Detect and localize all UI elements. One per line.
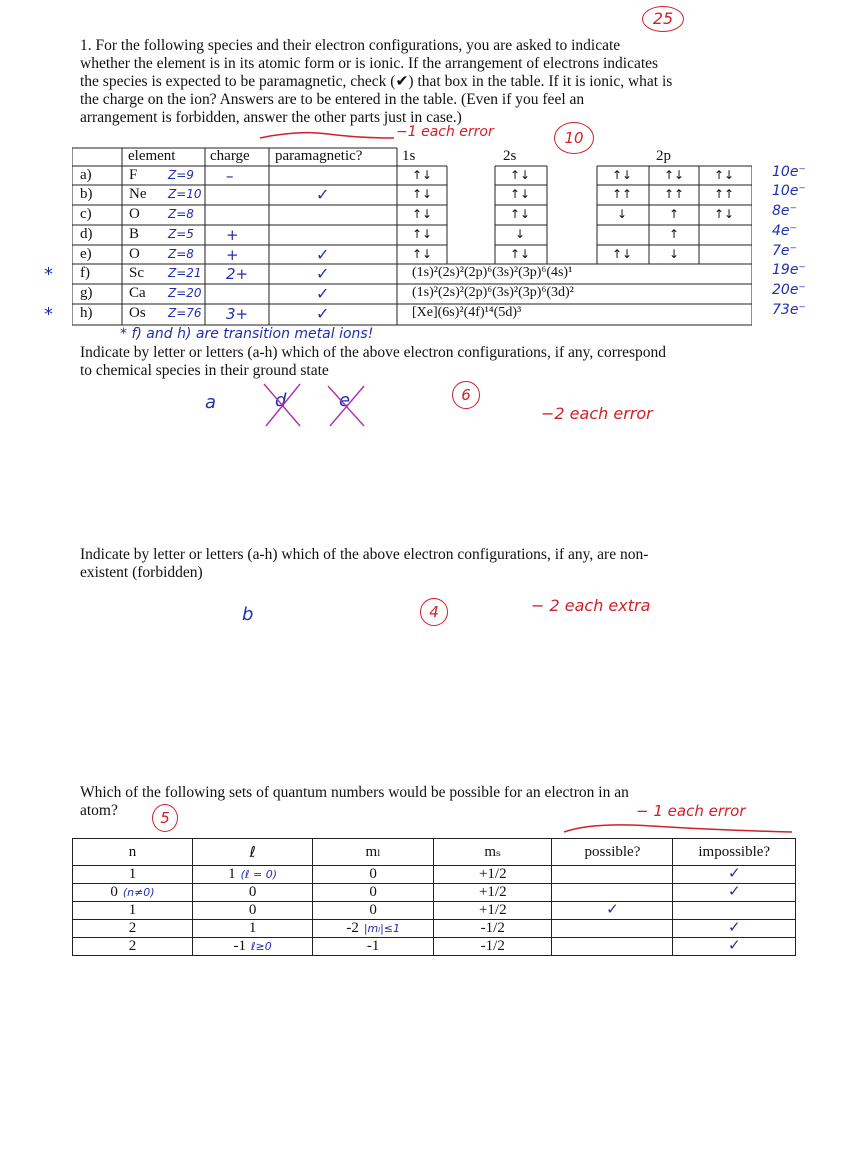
q-ml-value: 0 xyxy=(369,866,377,882)
row-2p-box-1: ↓ xyxy=(616,207,628,221)
q1-line-1: 1. For the following species and their electron configurations, you are asked to indicate xyxy=(80,37,621,54)
row-label: d) xyxy=(80,226,93,242)
row-2p-box-2: ↑ xyxy=(668,207,680,221)
cross-out-e-mark xyxy=(326,384,366,428)
row-1s-box: ↑↓ xyxy=(411,247,433,261)
q-l xyxy=(192,866,312,884)
q-possible xyxy=(552,866,673,884)
row-2p-box-1: ↑↑ xyxy=(611,187,633,201)
q-l xyxy=(192,902,312,920)
row-2p-box-3: ↑↓ xyxy=(713,207,735,221)
qh-impossible: impossible? xyxy=(673,839,796,866)
row-element: Ca xyxy=(129,285,146,301)
row-element: Sc xyxy=(129,265,144,281)
transition-metal-footnote: * f) and h) are transition metal ions! xyxy=(120,326,374,342)
row-2s-box: ↑↓ xyxy=(509,207,531,221)
q-impossible xyxy=(673,884,796,902)
forbidden-score-circle: 4 xyxy=(420,598,448,626)
row-element: Os xyxy=(129,305,146,321)
forbidden-prompt xyxy=(80,546,800,582)
row-2p-box-2: ↓ xyxy=(668,247,680,261)
row-atomic-number: Z=5 xyxy=(168,227,194,241)
q-impossible-value: ✓ xyxy=(727,938,741,954)
q1-line-3: the species is expected to be paramagnetic, check (✔) that box in the table. If it is ionic, what is xyxy=(80,73,673,90)
q-ml xyxy=(313,866,434,884)
q-l xyxy=(192,938,312,956)
q-ms-value: +1/2 xyxy=(478,884,507,900)
q-ml-value: -2 xyxy=(346,920,359,936)
row-2p-box-3: ↑↑ xyxy=(713,187,735,201)
q-n xyxy=(73,920,193,938)
row-2s-box: ↑↓ xyxy=(509,247,531,261)
quantum-line-2: atom? xyxy=(80,802,118,819)
header-charge: charge xyxy=(210,148,250,164)
quantum-score-circle: 5 xyxy=(152,804,178,832)
q-ms xyxy=(434,938,552,956)
q-n-value: 2 xyxy=(128,920,137,936)
q-possible-value: ✓ xyxy=(606,902,619,918)
q1-line-4: the charge on the ion? Answers are to be entered in the table. (Even if you feel an xyxy=(80,91,585,108)
row-2p-box-3: ↑↓ xyxy=(713,168,735,182)
row-charge: + xyxy=(226,246,239,264)
ground-answer-e: e xyxy=(339,390,351,411)
q1-score-circle: 10 xyxy=(554,122,594,154)
q-l-value: 1 xyxy=(228,866,236,882)
row-electron-count: 19e⁻ xyxy=(772,262,806,278)
row-label: f) xyxy=(80,265,90,281)
row-2p-box-2: ↑ xyxy=(668,227,680,241)
row-1s-box: ↑↓ xyxy=(411,187,433,201)
quantum-row xyxy=(73,938,796,956)
row-electron-count: 8e⁻ xyxy=(772,203,797,219)
row-star-marker: * xyxy=(44,264,53,285)
row-paramagnetic-check: ✓ xyxy=(316,264,330,283)
quantum-row xyxy=(73,920,796,938)
row-electron-count: 10e⁻ xyxy=(772,164,806,180)
forbidden-answer-b: b xyxy=(242,604,254,625)
q-ml xyxy=(313,902,434,920)
forbidden-line-1: Indicate by letter or letters (a-h) which of the above electron configurations, if any, are non- xyxy=(80,546,649,563)
row-electron-count: 10e⁻ xyxy=(772,183,806,199)
row-atomic-number: Z=8 xyxy=(168,207,194,221)
row-2p-box-2: ↑↑ xyxy=(663,187,685,201)
row-charge: 3+ xyxy=(226,305,249,323)
row-config-notation: (1s)²(2s)²(2p)⁶(3s)²(3p)⁶(4s)¹ xyxy=(412,265,573,280)
q-ms xyxy=(434,884,552,902)
ground-grading-note: −2 each error xyxy=(541,404,653,423)
q-impossible-value: ✓ xyxy=(727,866,741,882)
q-ml-value: 0 xyxy=(369,902,377,918)
qh-ms: mₛ xyxy=(434,839,552,866)
row-electron-count: 7e⁻ xyxy=(772,243,797,259)
row-charge: 2+ xyxy=(226,265,249,283)
q-l-correction: ℓ≥0 xyxy=(250,940,272,953)
q-l-value: 0 xyxy=(248,902,257,918)
q-ms xyxy=(434,902,552,920)
row-2p-box-2: ↑↓ xyxy=(663,168,685,182)
q-ms-value: +1/2 xyxy=(478,902,507,918)
q1-line-5: arrangement is forbidden, answer the other parts just in case.) xyxy=(80,109,462,126)
q-impossible xyxy=(673,920,796,938)
quantum-grading-note: − 1 each error xyxy=(636,802,746,820)
q-impossible-value: ✓ xyxy=(727,920,741,936)
forbidden-line-2: existent (forbidden) xyxy=(80,564,203,581)
q-ms-value: -1/2 xyxy=(480,920,505,936)
header-1s: 1s xyxy=(402,148,416,164)
q-impossible-value: ✓ xyxy=(727,884,741,900)
q-ms-value: +1/2 xyxy=(478,866,507,882)
row-atomic-number: Z=21 xyxy=(168,266,202,280)
ground-answer-d: d xyxy=(275,390,287,411)
quantum-rows xyxy=(73,866,796,956)
q-ms xyxy=(434,920,552,938)
q-l xyxy=(192,920,312,938)
row-atomic-number: Z=10 xyxy=(168,187,202,201)
qh-l: ℓ xyxy=(192,839,312,866)
q-l-value: -1 xyxy=(233,938,246,954)
row-paramagnetic-check: ✓ xyxy=(316,185,330,204)
q-n-correction: (n≠0) xyxy=(122,886,155,899)
row-element: O xyxy=(129,206,140,222)
quantum-row xyxy=(73,866,796,884)
row-paramagnetic-check: ✓ xyxy=(316,284,330,303)
q-ms xyxy=(434,866,552,884)
q-l-value: 0 xyxy=(248,884,257,900)
row-charge: + xyxy=(226,226,239,244)
qh-possible: possible? xyxy=(552,839,673,866)
q-possible xyxy=(552,884,673,902)
quantum-brace-stroke xyxy=(562,820,794,836)
q-n-value: 2 xyxy=(128,938,137,954)
row-star-marker: * xyxy=(44,304,53,325)
quantum-header-row xyxy=(73,839,796,866)
qh-n: n xyxy=(73,839,193,866)
row-element: O xyxy=(129,246,140,262)
total-score-circle: 25 xyxy=(642,6,684,32)
row-1s-box: ↑↓ xyxy=(411,227,433,241)
row-label: c) xyxy=(80,206,92,222)
q-n xyxy=(73,884,193,902)
forbidden-grading-note: − 2 each extra xyxy=(531,596,651,615)
header-2s: 2s xyxy=(503,148,517,164)
row-charge: – xyxy=(226,167,234,185)
q-ml xyxy=(313,920,434,938)
q-l xyxy=(192,884,312,902)
quantum-row xyxy=(73,902,796,920)
q-n xyxy=(73,902,193,920)
cross-out-d-mark xyxy=(262,382,302,428)
question1-text xyxy=(80,37,800,127)
row-1s-box: ↑↓ xyxy=(411,207,433,221)
header-element: element xyxy=(128,148,176,164)
row-element: Ne xyxy=(129,186,147,202)
q-ml-correction: |mₗ|≤1 xyxy=(363,922,401,935)
row-2p-box-1: ↑↓ xyxy=(611,168,633,182)
row-label: h) xyxy=(80,305,93,321)
header-paramagnetic: paramagnetic? xyxy=(275,148,363,164)
row-2p-box-1: ↑↓ xyxy=(611,247,633,261)
q-l-correction: (ℓ = 0) xyxy=(240,868,278,881)
q-ml xyxy=(313,938,434,956)
q-impossible xyxy=(673,902,796,920)
row-atomic-number: Z=8 xyxy=(168,247,194,261)
row-config-notation: [Xe](6s)²(4f)¹⁴(5d)³ xyxy=(412,305,522,320)
q-n-value: 1 xyxy=(128,866,137,882)
ground-line-1: Indicate by letter or letters (a-h) which of the above electron configurations, if any, correspond xyxy=(80,344,667,361)
q-n-value: 0 xyxy=(110,884,118,900)
ground-line-2: to chemical species in their ground state xyxy=(80,362,329,379)
row-paramagnetic-check: ✓ xyxy=(316,245,330,264)
q-ml-value: 0 xyxy=(369,884,377,900)
row-element: F xyxy=(129,167,138,183)
q1-grading-note: −1 each error xyxy=(396,124,494,140)
row-1s-box: ↑↓ xyxy=(411,168,433,182)
row-label: a) xyxy=(80,167,92,183)
row-2s-box: ↓ xyxy=(514,227,526,241)
row-paramagnetic-check: ✓ xyxy=(316,304,330,323)
qh-ml: mₗ xyxy=(313,839,434,866)
q-possible xyxy=(552,920,673,938)
q-possible xyxy=(552,938,673,956)
row-electron-count: 73e⁻ xyxy=(772,302,806,318)
row-atomic-number: Z=20 xyxy=(168,286,202,300)
row-atomic-number: Z=76 xyxy=(168,306,202,320)
q-n xyxy=(73,866,193,884)
row-label: g) xyxy=(80,285,93,301)
q-n xyxy=(73,938,193,956)
row-2s-box: ↑↓ xyxy=(509,168,531,182)
q-impossible xyxy=(673,938,796,956)
q-ml xyxy=(313,884,434,902)
row-config-notation: (1s)²(2s)²(2p)⁶(3s)²(3p)⁶(3d)² xyxy=(412,285,574,300)
ground-score-circle: 6 xyxy=(452,381,480,409)
q-l-value: 1 xyxy=(248,920,257,936)
row-electron-count: 20e⁻ xyxy=(772,282,806,298)
q-ms-value: -1/2 xyxy=(480,938,505,954)
quantum-row xyxy=(73,884,796,902)
red-brace-stroke xyxy=(258,128,398,142)
quantum-line-1: Which of the following sets of quantum numbers would be possible for an electron in an xyxy=(80,784,629,801)
header-2p: 2p xyxy=(656,148,671,164)
row-element: B xyxy=(129,226,140,242)
ground-state-prompt xyxy=(80,344,800,380)
q-possible xyxy=(552,902,673,920)
row-atomic-number: Z=9 xyxy=(168,168,194,182)
row-label: e) xyxy=(80,246,92,262)
row-2s-box: ↑↓ xyxy=(509,187,531,201)
q-n-value: 1 xyxy=(128,902,137,918)
q-impossible xyxy=(673,866,796,884)
quantum-table xyxy=(72,838,796,956)
row-electron-count: 4e⁻ xyxy=(772,223,797,239)
row-label: b) xyxy=(80,186,93,202)
q1-line-2: whether the element is in its atomic form or is ionic. If the arrangement of electrons indicates xyxy=(80,55,659,72)
ground-answer-a: a xyxy=(205,392,217,413)
q-ml-value: -1 xyxy=(366,938,380,954)
